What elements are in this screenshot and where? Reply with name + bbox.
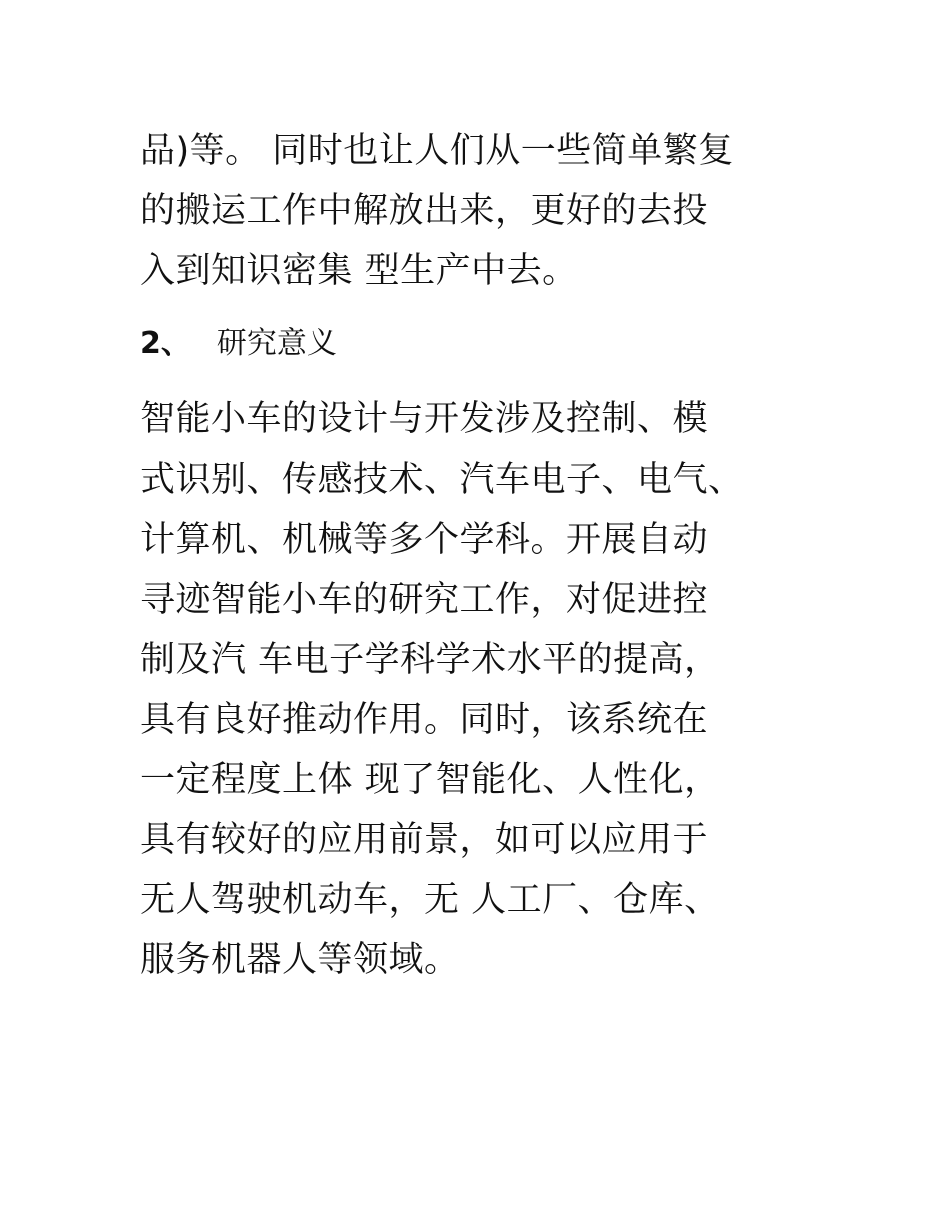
paragraph-line: 无人驾驶机动车，无 人工厂、仓库、: [140, 880, 720, 920]
paragraph-line: 的搬运工作中解放出来，更好的去投: [140, 191, 709, 231]
paragraph-line: 智能小车的设计与开发涉及控制、模: [140, 399, 709, 439]
document-page: [140, 0, 820, 1230]
paragraph-line: 制及汽 车电子学科学术水平的提高，: [140, 640, 720, 680]
section-number: 2、: [140, 326, 191, 361]
paragraph-line: 入到知识密集 型生产中去。: [140, 251, 578, 291]
paragraph-line: 具有较好的应用前景，如可以应用于: [140, 820, 709, 860]
paragraph-line: 寻迹智能小车的研究工作，对促进控: [140, 580, 709, 620]
paragraph-line: 式识别、传感技术、汽车电子、电气、: [140, 460, 744, 500]
paragraph-line: 具有良好推动作用。同时，该系统在: [140, 700, 709, 740]
section-title: 研究意义: [216, 326, 337, 361]
paragraph-line: 计算机、机械等多个学科。开展自动: [140, 520, 709, 560]
paragraph-line: 品)等。 同时也让人们从一些简单繁复: [140, 131, 734, 171]
paragraph-line: 服务机器人等领域。: [140, 940, 460, 980]
paragraph-line: 一定程度上体 现了智能化、人性化，: [140, 760, 720, 800]
section-heading: [140, 324, 337, 364]
